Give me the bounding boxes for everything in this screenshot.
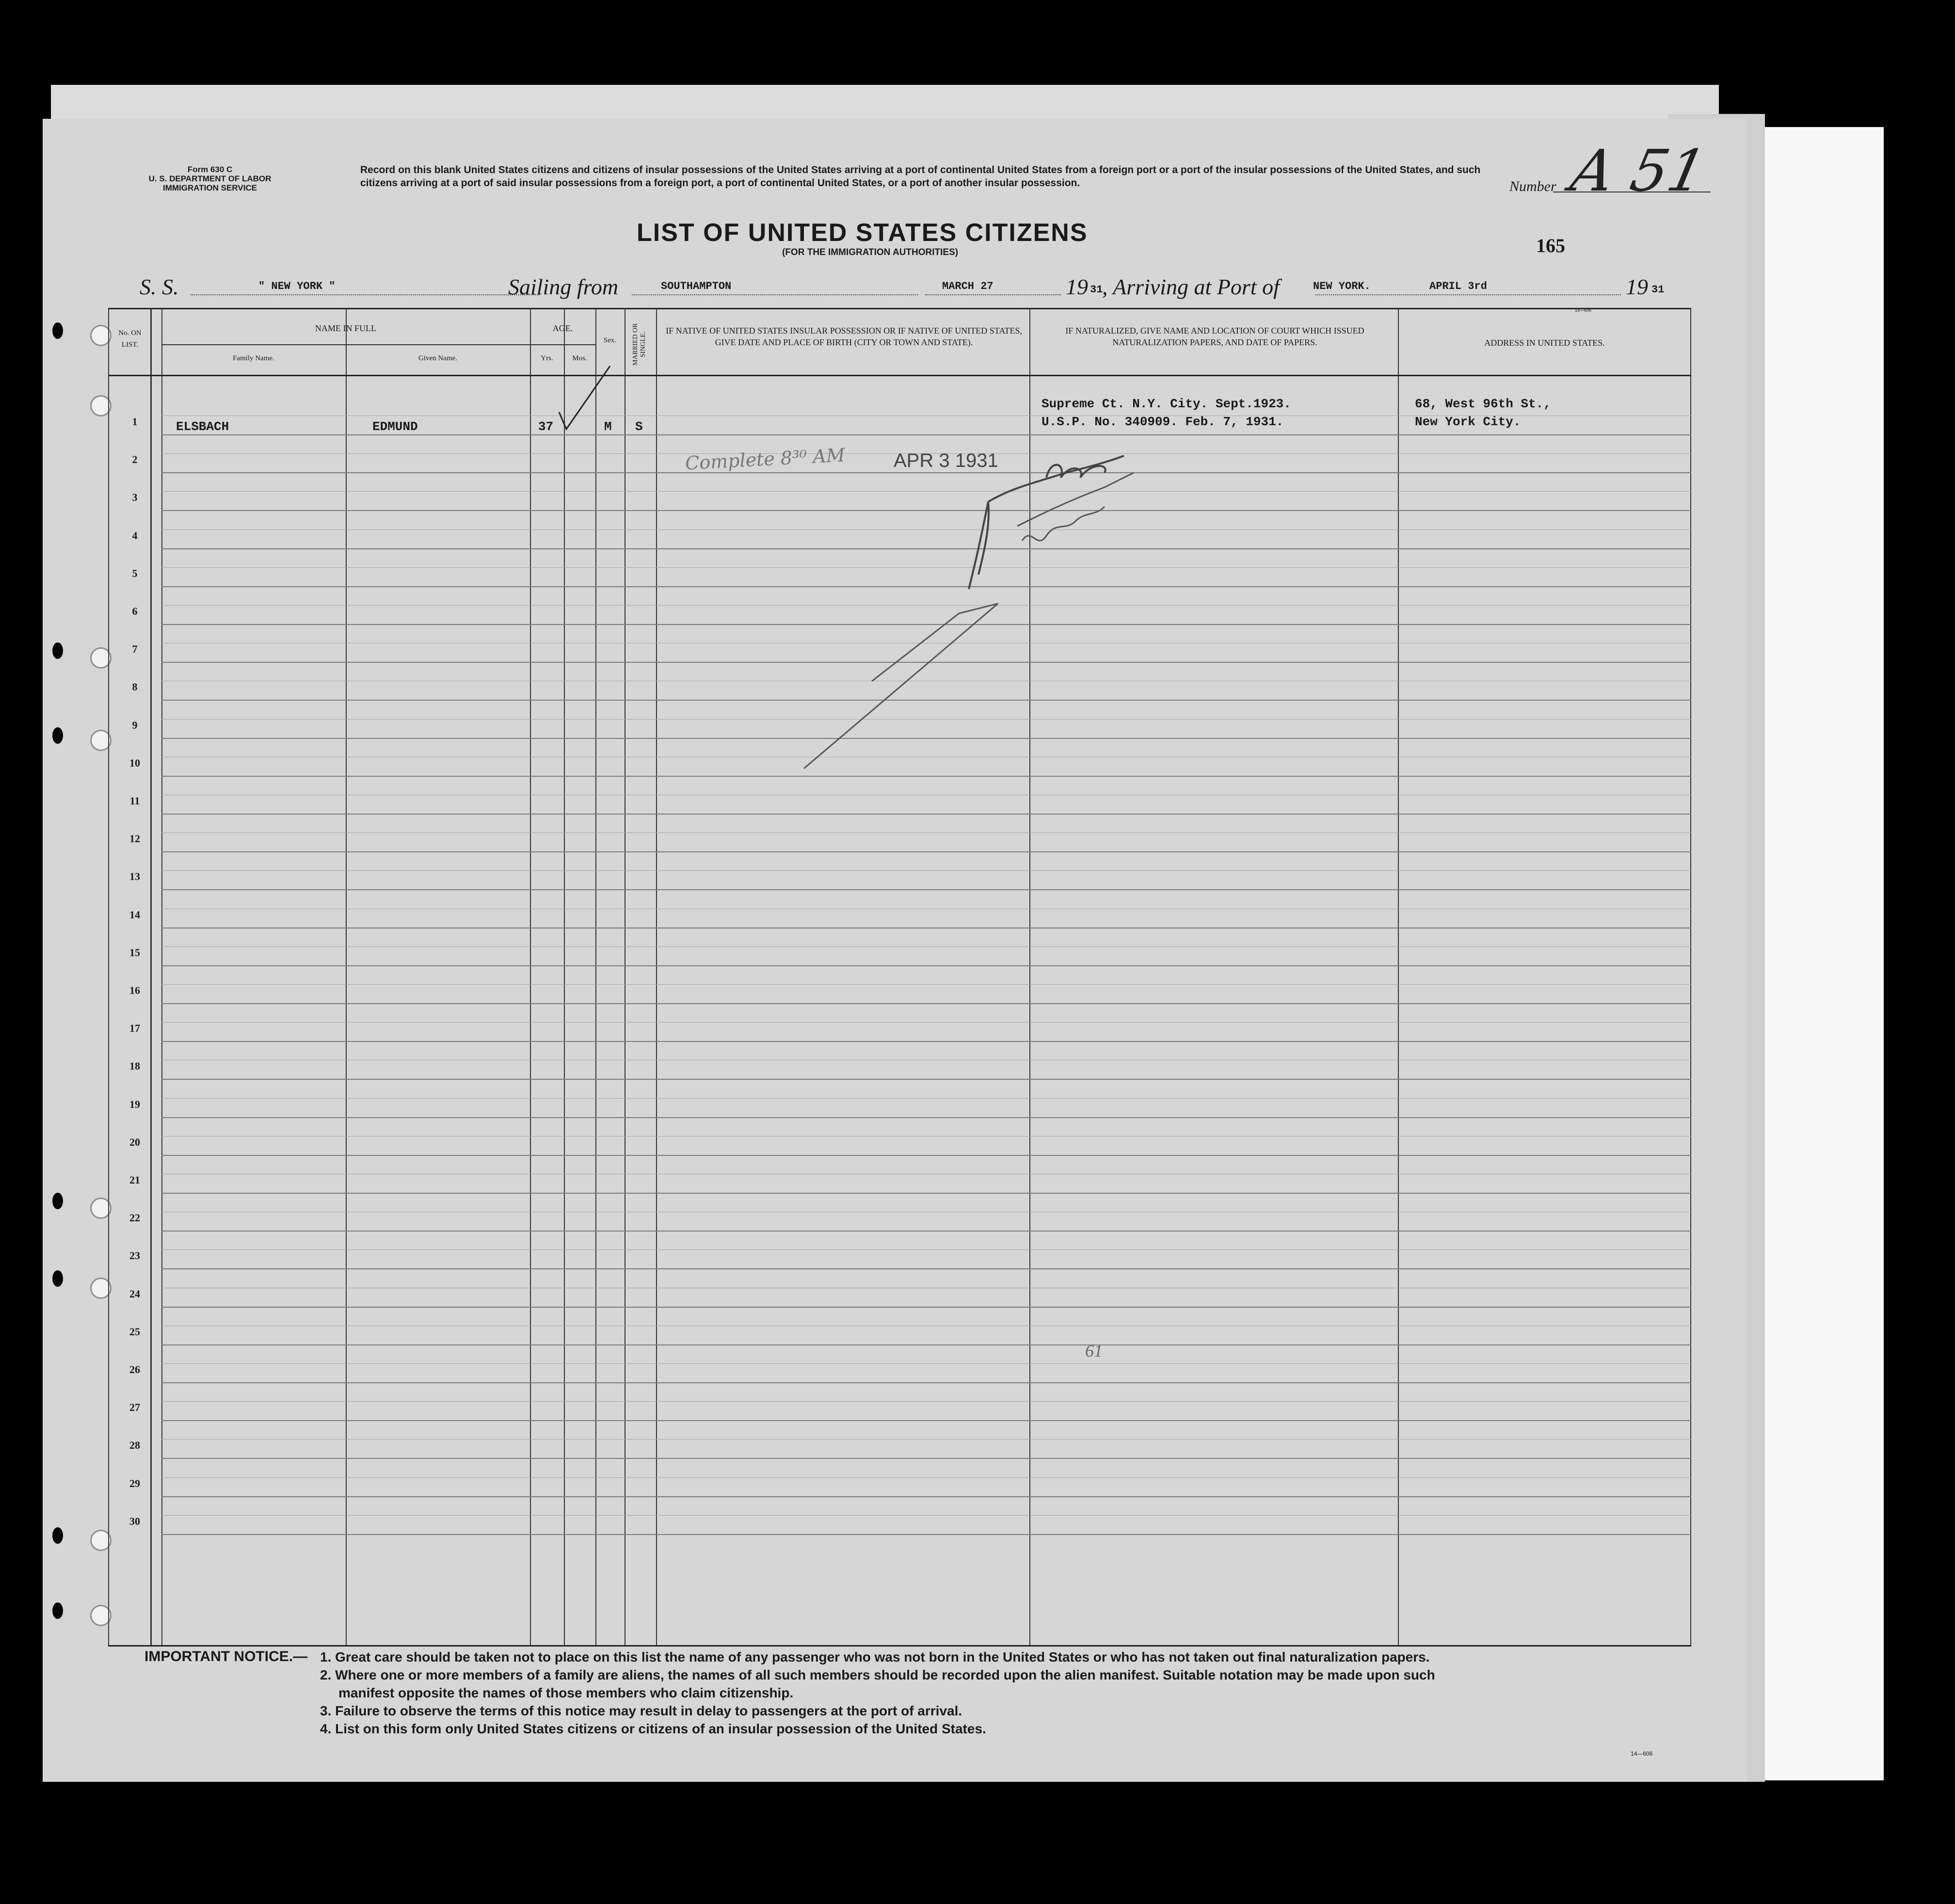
row-number: 4 xyxy=(132,529,138,542)
inspector-signature xyxy=(794,429,1279,778)
row-number: 24 xyxy=(129,1287,140,1300)
notice-item-2: 2. Where one or more members of a family are aliens, the names of all such members should be recorded upon the alien manifest. Suitable notation may be made upon such xyxy=(320,1667,1435,1682)
row-number: 8 xyxy=(132,681,138,693)
notice-item-1: 1. Great care should be taken not to place on this list the name of any passenger who was not born in the United States or who has not taken out final naturalization papers. xyxy=(320,1649,1430,1664)
notice-item-2-continued: manifest opposite the names of those members who claim citizenship. xyxy=(338,1685,794,1700)
row-number: 20 xyxy=(129,1136,140,1148)
entry-age-years: 37 xyxy=(538,419,554,434)
entry-marital-status: S xyxy=(635,419,643,434)
row-rule xyxy=(161,1079,1691,1080)
row-number: 2 xyxy=(132,453,138,466)
row-rule xyxy=(161,1382,1691,1383)
row-subrule xyxy=(161,1401,1691,1402)
notice-item-4: 4. List on this form only United States citizens or citizens of an insular possession of the United States. xyxy=(320,1721,986,1736)
row-subrule xyxy=(161,946,1691,947)
row-subrule xyxy=(161,984,1691,985)
row-subrule xyxy=(161,1439,1691,1440)
binder-hole-mark xyxy=(52,322,63,339)
row-number: 5 xyxy=(132,567,138,579)
arrival-port: NEW YORK. xyxy=(1313,280,1371,292)
row-subrule xyxy=(161,1363,1691,1364)
row-rule xyxy=(161,1420,1691,1421)
sailing-line xyxy=(632,294,918,295)
binder-hole-mark xyxy=(52,1193,63,1209)
entry-naturalization-papers: U.S.P. No. 340909. Feb. 7, 1931. xyxy=(1042,415,1284,429)
row-number: 17 xyxy=(129,1022,140,1035)
sail-date-line xyxy=(925,294,1061,295)
complete-stamp: Complete 8³⁰ AM xyxy=(685,444,846,474)
col-rule xyxy=(656,308,657,1645)
row-number: 18 xyxy=(129,1060,140,1072)
sailing-from-label: Sailing from xyxy=(508,274,619,299)
entry-sex: M xyxy=(604,419,612,434)
row-number: 11 xyxy=(129,795,140,807)
header-family-name: Family Name. xyxy=(233,354,274,362)
footer-code: 14—606 xyxy=(1631,1750,1653,1757)
row-rule xyxy=(161,1534,1691,1535)
header-naturalized: IF NATURALIZED, GIVE NAME AND LOCATION OF COURT WHICH ISSUED NATURALIZATION PAPERS, AND DATE OF PAPERS. xyxy=(1065,326,1364,347)
entry-naturalization-court: Supreme Ct. N.Y. City. Sept.1923. xyxy=(1042,397,1291,411)
arrival-year: 31 xyxy=(1651,284,1665,296)
sailing-port: SOUTHAMPTON xyxy=(661,280,732,292)
service: IMMIGRATION SERVICE xyxy=(163,183,257,192)
row-number: 9 xyxy=(132,719,138,731)
row-subrule xyxy=(161,1249,1691,1250)
row-number: 30 xyxy=(129,1515,140,1527)
header-name-in-full: NAME IN FULL xyxy=(315,323,376,333)
col-rule xyxy=(161,308,162,1645)
col-rule xyxy=(346,308,347,1645)
binder-hole-mark xyxy=(52,1270,63,1287)
list-number: A 51 xyxy=(1565,137,1712,204)
row-number: 26 xyxy=(129,1363,140,1376)
row-number: 3 xyxy=(132,491,138,504)
row-number: 10 xyxy=(129,756,140,769)
row-number: 25 xyxy=(129,1325,140,1338)
col-rule xyxy=(1398,308,1399,1645)
row-rule xyxy=(161,814,1691,815)
row-number: 21 xyxy=(129,1174,140,1186)
row-subrule xyxy=(161,870,1691,871)
page-title: LIST OF UNITED STATES CITIZENS xyxy=(637,219,1088,247)
sail-year: 31 xyxy=(1090,284,1103,296)
print-code: 14—606 xyxy=(1575,308,1592,313)
header-age: AGE. xyxy=(552,323,573,333)
row-rule xyxy=(161,1041,1691,1042)
row-number: 6 xyxy=(132,605,138,617)
col-rule xyxy=(1690,308,1691,1645)
row-number: 14 xyxy=(129,908,140,921)
arriving-label: , Arriving at Port of xyxy=(1102,274,1280,299)
col-rule xyxy=(595,308,596,1645)
row-number: 22 xyxy=(129,1212,140,1224)
row-number: 16 xyxy=(129,984,140,996)
row-rule xyxy=(161,965,1691,966)
binder-hole-mark xyxy=(52,1602,63,1619)
sail-date: MARCH 27 xyxy=(942,280,994,292)
binder-hole-mark xyxy=(52,642,63,659)
ship-name: " NEW YORK " xyxy=(258,280,336,292)
row-rule xyxy=(161,851,1691,852)
binder-hole-mark xyxy=(52,727,63,744)
row-rule xyxy=(161,1231,1691,1232)
name-subheader-rule xyxy=(161,344,530,345)
row-number: 28 xyxy=(129,1439,140,1452)
row-number: 23 xyxy=(129,1249,140,1262)
binder-hole-mark xyxy=(52,1527,63,1544)
background-card xyxy=(1748,127,1884,1780)
row-rule xyxy=(161,1458,1691,1459)
row-subrule xyxy=(161,832,1691,833)
notice-label: IMPORTANT NOTICE.— xyxy=(144,1648,308,1664)
col-rule xyxy=(564,308,565,1645)
check-mark xyxy=(557,364,615,436)
row-rule xyxy=(161,1003,1691,1004)
ss-label: S. S. xyxy=(140,274,179,299)
form-identifier xyxy=(137,165,283,192)
header-mos: Mos. xyxy=(572,354,587,362)
notice-item-3: 3. Failure to observe the terms of this notice may result in delay to passengers at the port of arrival. xyxy=(320,1703,962,1718)
header-address: ADDRESS IN UNITED STATES. xyxy=(1484,338,1605,348)
row-rule xyxy=(161,1496,1691,1497)
page-number: 165 xyxy=(1536,235,1565,256)
department: U. S. DEPARTMENT OF LABOR xyxy=(148,174,272,183)
entry-address-street: 68, West 96th St., xyxy=(1415,397,1551,411)
row-number: 29 xyxy=(129,1477,140,1489)
header-married-single: MARRIED OR SINGLE. xyxy=(632,323,647,366)
year-prefix-2: 19 xyxy=(1626,274,1648,299)
record-instructions: Record on this blank United States citizens and citizens of insular possessions of the United States arriving at a port of continental United States from a foreign port or a port of the insular possessions of the United States, and such citizens arriving at a port of said insular possessions from a foreign port, a port of continental United States, or a port of another insular possession. xyxy=(360,164,1481,189)
form-number: Form 630 C xyxy=(187,165,233,174)
row-number: 13 xyxy=(129,870,140,883)
row-subrule xyxy=(161,1022,1691,1023)
row-number: 27 xyxy=(129,1401,140,1414)
row-rule xyxy=(161,889,1691,890)
row-rule xyxy=(161,1268,1691,1269)
row-number: 19 xyxy=(129,1098,140,1110)
pencil-note: 61 xyxy=(1085,1341,1103,1360)
col-rule xyxy=(530,308,531,1645)
header-yrs: Yrs. xyxy=(541,354,553,362)
row-rule xyxy=(161,1117,1691,1118)
row-rule xyxy=(161,1155,1691,1156)
number-label: Number xyxy=(1509,178,1556,194)
manifest-sheet xyxy=(43,119,1747,1782)
row-subrule xyxy=(161,1477,1691,1478)
header-native: IF NATIVE OF UNITED STATES INSULAR POSSESSION OR IF NATIVE OF UNITED STATES, GIVE DATE AND PLACE OF BIRTH (CITY OR TOWN AND STATE). xyxy=(666,326,1022,347)
entry-family-name: ELSBACH xyxy=(176,419,229,434)
date-stamp: APR 3 1931 xyxy=(894,450,998,471)
ship-line xyxy=(191,294,540,295)
year-prefix-1: 19 xyxy=(1066,274,1088,299)
header-given-name: Given Name. xyxy=(418,354,457,362)
row-rule xyxy=(161,1307,1691,1308)
page-subtitle: (FOR THE IMMIGRATION AUTHORITIES) xyxy=(782,247,959,257)
row-rule xyxy=(161,1344,1691,1345)
row-subrule xyxy=(161,1515,1691,1516)
entry-given-name: EDMUND xyxy=(372,419,418,434)
arrival-date: APRIL 3rd xyxy=(1429,280,1487,292)
header-no-on-list: No. ON LIST. xyxy=(118,329,142,349)
row-number: 15 xyxy=(129,946,140,959)
header-bottom-rule xyxy=(108,375,1691,376)
header-sex: Sex. xyxy=(603,336,617,344)
row-number: 12 xyxy=(129,832,140,845)
age-subheader-rule xyxy=(530,344,595,345)
row-number: 7 xyxy=(132,643,138,656)
entry-address-city: New York City. xyxy=(1415,415,1521,429)
row-subrule xyxy=(161,1098,1691,1099)
row-rule xyxy=(161,1193,1691,1194)
arrival-line xyxy=(1315,294,1621,295)
row-number: 1 xyxy=(132,416,138,428)
